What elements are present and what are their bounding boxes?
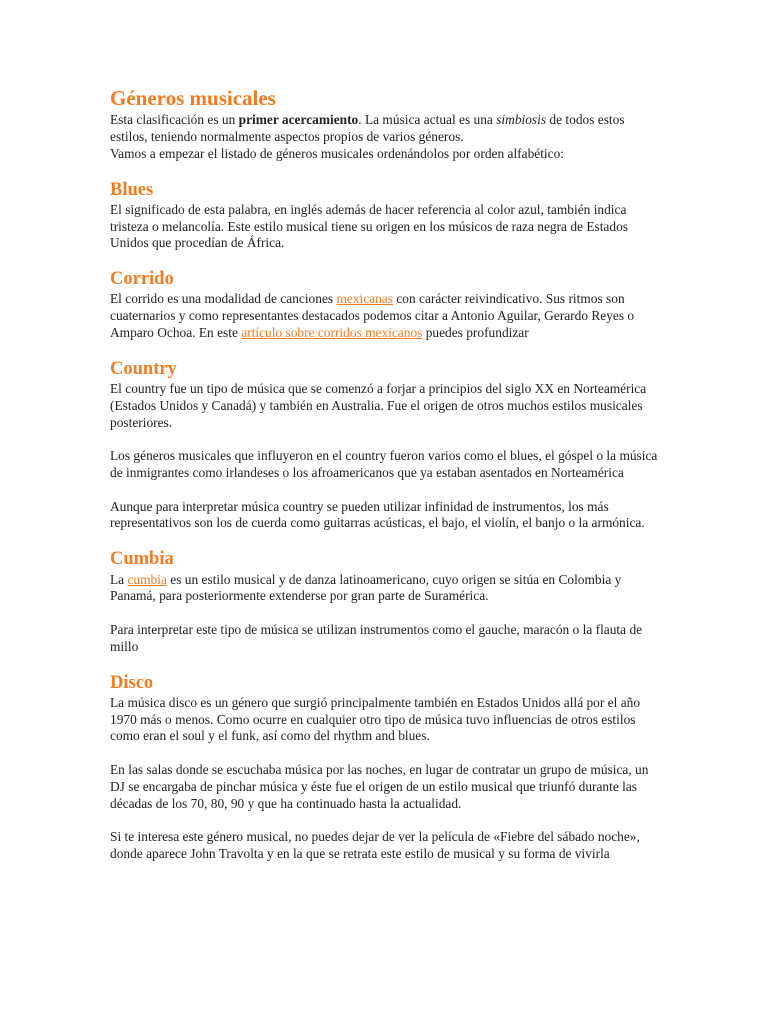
corrido-paragraph	[110, 291, 660, 341]
corrido-text: puedes profundizar	[422, 325, 529, 341]
section-corrido	[110, 269, 660, 342]
section-heading-disco: Disco	[110, 672, 154, 693]
section-heading-cumbia: Cumbia	[110, 549, 174, 570]
section-cumbia	[110, 549, 660, 655]
country-paragraph-3: Aunque para interpretar música country se pueden utilizar infinidad de instrumentos, los más representativos son los de cuerda como guitarras acústicas, el bajo, el violín, el banjo o la armónica.	[110, 498, 645, 531]
cumbia-text: La	[110, 571, 128, 587]
cumbia-text: es un estilo musical y de danza latinoamericano, cuyo origen se sitúa en Colombia y Panamá, para posteriormente extenderse por gran parte de Suramérica.	[110, 571, 622, 604]
link-corridos-mexicanos[interactable]: artículo sobre corridos mexicanos	[241, 325, 423, 341]
blues-paragraph: El significado de esta palabra, en inglés además de hacer referencia al color azul, también indica tristeza o melancolía. Este estilo musical tiene su origen en los músicos de raza negra de Estados Unidos que procedían de África.	[110, 201, 628, 251]
section-disco	[110, 673, 660, 863]
corrido-text: con carácter reivindicativo. Sus ritmos son cuaternarios y como representantes destacados podemos citar a Antonio Aguilar, Gerardo Reyes o Amparo Ochoa. En este	[110, 291, 635, 341]
section-heading-blues: Blues	[110, 179, 154, 200]
document-page	[110, 86, 660, 863]
intro-italic-text: simbiosis	[496, 112, 547, 128]
intro-paragraph	[110, 112, 660, 146]
section-heading-corrido: Corrido	[110, 269, 174, 290]
section-heading-country: Country	[110, 358, 177, 379]
disco-paragraph-1: La música disco es un género que surgió principalmente también en Estados Unidos allá por el año 1970 más o menos. Como ocurre en cualquier otro tipo de música tuvo influencias de otros estilos como eran el soul y el funk, así como del rhythm and blues.	[110, 694, 641, 744]
cumbia-paragraph-2: Para interpretar este tipo de música se utilizan instrumentos como el gauche, maracón o la flauta de millo	[110, 621, 643, 654]
country-paragraph-2: Los géneros musicales que influyeron en el country fueron varios como el blues, el góspel o la música de inmigrantes como irlandeses o los afroamericanos que ya estaban asentados en Norteamérica	[110, 448, 658, 481]
link-mexicanas[interactable]: mexicanas	[336, 291, 393, 307]
disco-paragraph-2: En las salas donde se escuchaba música por las noches, en lugar de contratar un grupo de música, un DJ se encargaba de pinchar música y éste fue el origen de un estilo musical que triunfó durante las décadas de los 70, 80, 90 y que ha continuado hasta la actualidad.	[110, 761, 649, 811]
link-cumbia[interactable]: cumbia	[127, 571, 167, 587]
disco-paragraph-3: Si te interesa este género musical, no puedes dejar de ver la película de «Fiebre del sábado noche», donde aparece John Travolta y en la que se retrata este estilo de musical y su forma de vivirla	[110, 829, 640, 861]
page-title: Géneros musicales	[110, 86, 276, 110]
intro-paragraph-2: Vamos a empezar el listado de géneros musicales ordenándolos por orden alfabético:	[110, 145, 565, 161]
country-paragraph-1: El country fue un tipo de música que se comenzó a forjar a principios del siglo XX en Norteamérica (Estados Unidos y Canadá) y también en Australia. Fue el origen de otros muchos estilos musicales posteriores.	[110, 381, 647, 430]
section-blues	[110, 180, 660, 253]
section-country	[110, 359, 660, 532]
corrido-text: El corrido es una modalidad de canciones	[110, 291, 337, 307]
intro-bold-text: primer acercamiento	[238, 112, 359, 128]
intro-text: Esta clasificación es un	[110, 112, 239, 128]
intro-text: . La música actual es una	[358, 112, 497, 128]
intro-text: de todos estos estilos, teniendo normalmente aspectos propios de varios géneros.	[110, 112, 625, 144]
cumbia-paragraph-1	[110, 572, 660, 606]
